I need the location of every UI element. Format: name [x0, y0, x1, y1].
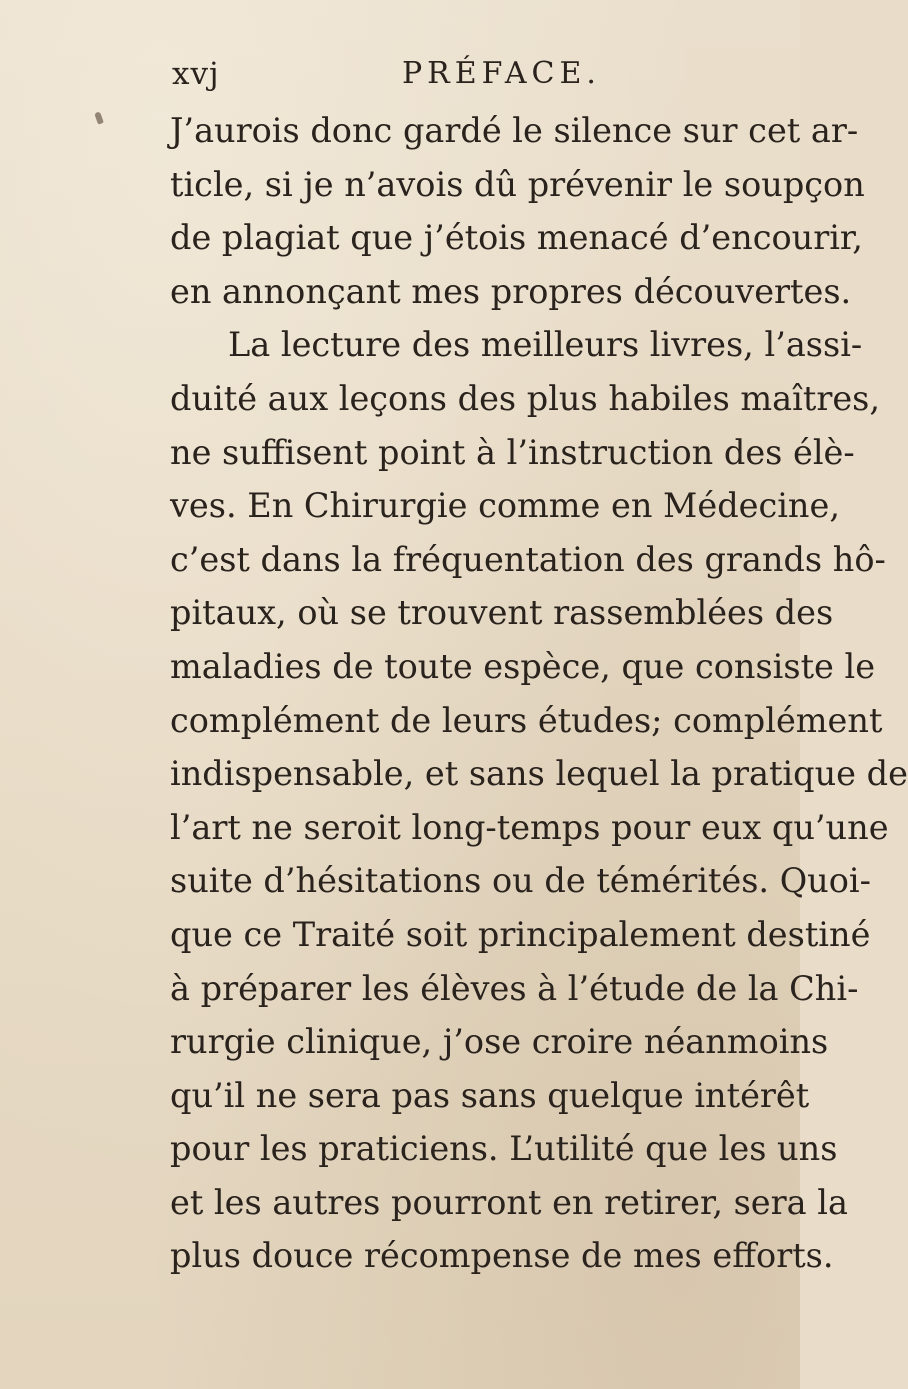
text-line: qu’il ne sera pas sans quelque intérêt [170, 1075, 810, 1115]
text-line: rurgie clinique, j’ose croire néanmoins [170, 1022, 829, 1062]
text-line: en annonçant mes propres découvertes. [170, 271, 852, 311]
page-number: xvj [172, 56, 220, 92]
text-line: J’aurois donc gardé le silence sur cet ar- [170, 111, 859, 150]
text-line: ticle, si je n’avois dû prévenir le soupçon [170, 164, 865, 204]
text-line: à préparer les élèves à l’étude de la Chi- [170, 968, 859, 1008]
text-line: pour les praticiens. L’utilité que les uns [170, 1129, 838, 1169]
text-line: de plagiat que j’étois menacé d’encourir, [170, 218, 863, 258]
text-line: l’art ne seroit long-temps pour eux qu’une [170, 807, 889, 847]
text-line: c’est dans la fréquentation des grands hô- [170, 539, 886, 579]
running-head: PRÉFACE. [402, 56, 601, 91]
text-line: maladies de toute espèce, que consiste le [170, 646, 876, 686]
text-line: que ce Traité soit principalement destiné [170, 914, 871, 954]
text-line: et les autres pourront en retirer, sera la [170, 1182, 848, 1222]
text-line: complément de leurs études; complément [170, 700, 883, 740]
text-line: indispensable, et sans lequel la pratique de [170, 754, 908, 794]
body-text [170, 104, 908, 1283]
text-line: plus douce récompense de mes efforts. [170, 1236, 834, 1276]
page-header [172, 50, 732, 100]
text-line: pitaux, où se trouvent rassemblées des [170, 593, 834, 633]
margin-ink-mark [94, 111, 104, 124]
paragraph-start-line: La lecture des meilleurs livres, l’assi- [228, 325, 863, 365]
text-line: ves. En Chirurgie comme en Médecine, [170, 486, 840, 526]
text-line: duité aux leçons des plus habiles maîtres, [170, 378, 881, 418]
text-line: ne suffisent point à l’instruction des élè- [170, 432, 855, 472]
text-line: suite d’hésitations ou de témérités. Quoi- [170, 861, 871, 901]
